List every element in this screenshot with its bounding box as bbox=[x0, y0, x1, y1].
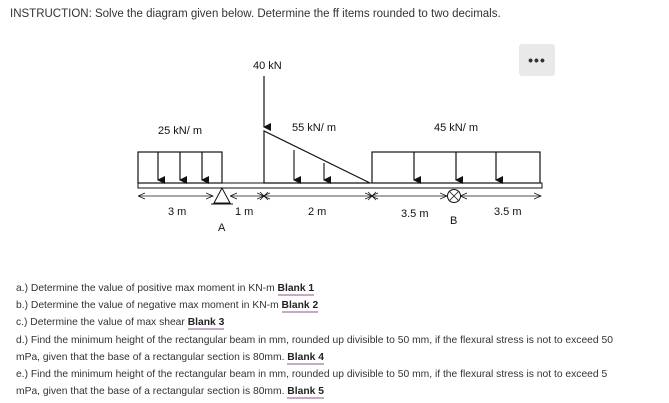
question-text: b.) Determine the value of negative max moment in KN-m bbox=[16, 300, 282, 312]
question-e-line-1 bbox=[16, 366, 666, 383]
point-load-label: 40 kN bbox=[253, 60, 282, 72]
question-d-line-1 bbox=[16, 332, 666, 349]
question-d-line-2 bbox=[16, 349, 666, 366]
question-text: mPa, given that the base of a rectangular section is 80mm. bbox=[16, 351, 288, 363]
question-text: mPa, given that the base of a rectangular section is 80mm. bbox=[16, 386, 288, 398]
question-c bbox=[16, 314, 666, 331]
dim-label-2: 1 m bbox=[235, 206, 254, 218]
triangular-load bbox=[264, 131, 370, 183]
dim-label-4: 3.5 m bbox=[401, 208, 429, 220]
blank-4[interactable]: Blank 4 bbox=[287, 351, 324, 363]
question-e-line-2 bbox=[16, 383, 666, 400]
beam bbox=[138, 183, 542, 188]
question-text: c.) Determine the value of max shear bbox=[16, 317, 188, 329]
more-horizontal-icon: ••• bbox=[528, 52, 546, 68]
support-b-label: B bbox=[450, 215, 458, 227]
question-list bbox=[16, 280, 666, 400]
blank-1[interactable]: Blank 1 bbox=[277, 283, 315, 294]
support-a-label: A bbox=[218, 222, 226, 234]
udl-right bbox=[372, 152, 540, 183]
question-a bbox=[16, 280, 666, 297]
blank-2[interactable]: Blank 2 bbox=[281, 300, 319, 312]
udl-left-label: 25 kN/ m bbox=[158, 125, 203, 137]
question-text: d.) Find the minimum height of the rectangular beam in mm, rounded up divisible to 50 mm, if the flexural stress is not to exceed 50 bbox=[16, 334, 613, 346]
instruction-text: INSTRUCTION: Solve the diagram given below. Determine the ff items rounded to two decimals. bbox=[10, 8, 501, 20]
udl-right-label: 45 kN/ m bbox=[434, 122, 479, 134]
question-text: e.) Find the minimum height of the rectangular beam in mm, rounded up divisible to 50 mm, if the flexural stress is not to exceed 5 bbox=[16, 369, 608, 381]
dim-label-5: 3.5 m bbox=[494, 206, 522, 218]
dim-label-3: 2 m bbox=[308, 206, 327, 218]
question-b bbox=[16, 297, 666, 314]
triangular-load-label: 55 kN/ m bbox=[292, 122, 337, 134]
dim-label-1: 3 m bbox=[168, 206, 187, 218]
support-a-pin-icon bbox=[214, 188, 230, 203]
question-text: a.) Determine the value of positive max moment in KN-m bbox=[16, 283, 278, 294]
blank-3[interactable]: Blank 3 bbox=[187, 317, 225, 329]
udl-left bbox=[138, 152, 222, 183]
blank-5[interactable]: Blank 5 bbox=[287, 386, 324, 398]
dimension-line bbox=[139, 192, 541, 200]
